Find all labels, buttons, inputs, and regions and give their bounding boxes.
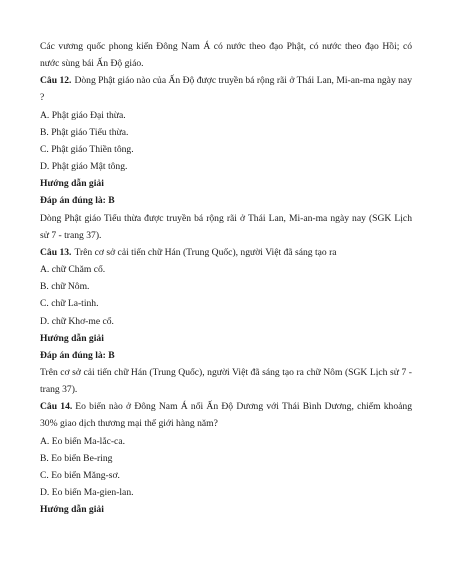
q14-option-c: C. Eo biển Măng-sơ. xyxy=(40,469,120,481)
q12-option-c: C. Phật giáo Thiền tông. xyxy=(40,143,134,155)
question-12-label: Câu 12. xyxy=(40,75,72,87)
q12-guide-heading: Hướng dẫn giải xyxy=(40,178,104,190)
q14-option-b: B. Eo biển Be-ring xyxy=(40,452,113,464)
q13-option-a: A. chữ Chăm cổ. xyxy=(40,264,106,276)
question-12 xyxy=(40,72,412,106)
q13-option-c: C. chữ La-tinh. xyxy=(40,298,99,310)
q13-guide-heading: Hướng dẫn giải xyxy=(40,332,104,344)
q13-option-b: B. chữ Nôm. xyxy=(40,281,90,293)
q13-option-d: D. chữ Khơ-me cổ. xyxy=(40,315,114,327)
q14-guide-heading: Hướng dẫn giải xyxy=(40,504,104,516)
question-14-label: Câu 14. xyxy=(40,401,73,413)
question-13-label: Câu 13. xyxy=(40,246,72,258)
q12-answer: Đáp án đúng là: B xyxy=(40,195,115,207)
q12-option-d: D. Phật giáo Mật tông. xyxy=(40,161,128,173)
q12-option-b: B. Phật giáo Tiểu thừa. xyxy=(40,126,129,138)
q13-explanation: Trên cơ sở cải tiến chữ Hán (Trung Quốc), người Việt đã sáng tạo ra chữ Nôm (SGK Lịch sử 7 - trang 37). xyxy=(40,366,412,396)
q13-answer: Đáp án đúng là: B xyxy=(40,349,115,361)
question-14-text: Eo biển nào ở Đông Nam Á nối Ấn Độ Dương với Thái Bình Dương, chiếm khoảng 30% giao dịch thương mại thế giới hàng năm? xyxy=(40,401,413,430)
question-14 xyxy=(40,398,412,432)
q14-option-a: A. Eo biển Ma-lắc-ca. xyxy=(40,435,125,447)
question-12-text: Dòng Phật giáo nào của Ấn Độ được truyền bá rộng rãi ở Thái Lan, Mi-an-ma ngày nay ? xyxy=(40,75,412,104)
intro-paragraph: Các vương quốc phong kiến Đông Nam Á có nước theo đạo Phật, có nước theo đạo Hồi; có nước sùng bái Ấn Độ giáo. xyxy=(40,41,412,70)
q14-option-d: D. Eo biển Ma-gien-lan. xyxy=(40,487,134,499)
q12-option-a: A. Phật giáo Đại thừa. xyxy=(40,109,126,121)
question-13-text: Trên cơ sở cải tiến chữ Hán (Trung Quốc), người Việt đã sáng tạo ra xyxy=(74,246,337,258)
document-page xyxy=(40,38,412,518)
question-13 xyxy=(40,244,412,261)
q12-explanation: Dòng Phật giáo Tiểu thừa được truyền bá rộng rãi ở Thái Lan, Mi-an-ma ngày nay (SGK Lịch sử 7 - trang 37). xyxy=(40,212,412,241)
